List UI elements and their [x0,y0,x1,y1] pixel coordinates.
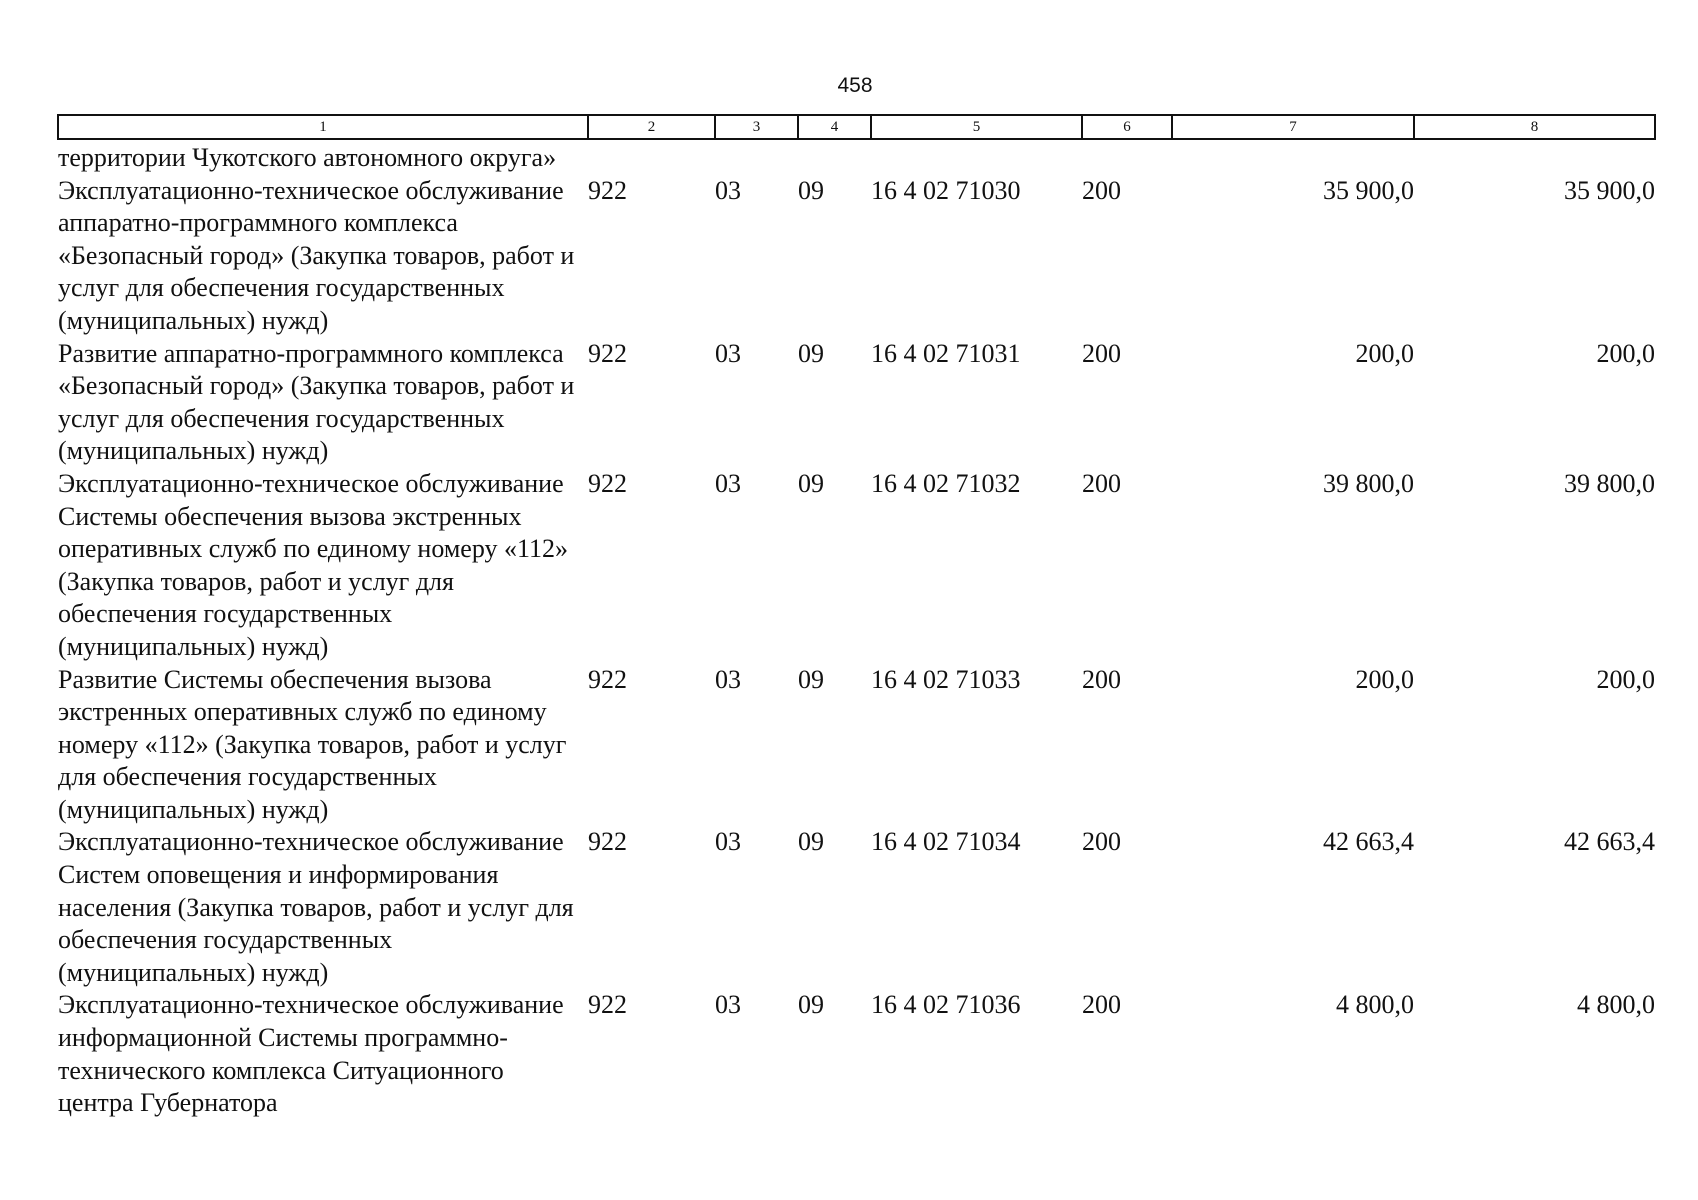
table-row [58,139,1655,175]
amount-col7: 200,0 [1355,664,1414,694]
subsection-code [798,139,871,175]
target-code: 16 4 02 71032 [871,468,1021,498]
row-description: территории Чукотского автономного округа» [58,143,557,172]
column-header: 7 [1172,115,1414,139]
subsection-code: 09 [798,990,824,1020]
expense-type-code: 200 [1082,664,1121,694]
row-description: Развитие аппаратно-программного комплекса «Безопасный город» (Закупка товаров, работ и услуг для обеспечения государственных (муниципальных) нужд) [58,338,575,466]
target-code: 16 4 02 71031 [871,338,1021,368]
subsection-code: 09 [798,338,824,368]
target-code [871,139,1082,175]
column-header: 8 [1414,115,1655,139]
table-row [58,338,1655,468]
table-row [58,664,1655,827]
ministry-code [588,139,715,175]
row-description: Развитие Системы обеспечения вызова экстренных оперативных служб по единому номеру «112» (Закупка товаров, работ и услуг для обеспечения государственных (муниципальных) нужд) [58,664,567,824]
amount-col8: 39 800,0 [1564,468,1655,498]
section-code: 03 [715,468,741,498]
column-header: 2 [588,115,715,139]
section-code: 03 [715,175,741,205]
target-code: 16 4 02 71034 [871,827,1021,857]
row-description: Эксплуатационно-техническое обслуживание Системы обеспечения вызова экстренных оперативных служб по единому номеру «112» (Закупка товаров, работ и услуг для обеспечения государственных (муниципальных) нужд) [58,468,569,661]
amount-col7: 200,0 [1355,338,1414,368]
row-description: Эксплуатационно-техническое обслуживание Систем оповещения и информирования населения (Закупка товаров, работ и услуг для обеспечения государственных (муниципальных) нужд) [58,827,574,987]
section-code: 03 [715,990,741,1020]
column-header: 5 [871,115,1082,139]
amount-col7: 35 900,0 [1323,175,1414,205]
expense-type-code [1082,139,1172,175]
amount-col7: 42 663,4 [1323,827,1414,857]
amount-col8: 35 900,0 [1564,175,1655,205]
table-row [58,175,1655,338]
row-description: Эксплуатационно-техническое обслуживание аппаратно-программного комплекса «Безопасный город» (Закупка товаров, работ и услуг для обеспечения государственных (муниципальных) нужд) [58,175,575,335]
table-row [58,826,1655,989]
ministry-code: 922 [588,175,627,205]
column-header: 1 [58,115,588,139]
amount-col8: 200,0 [1596,338,1655,368]
ministry-code: 922 [588,338,627,368]
expense-type-code: 200 [1082,990,1121,1020]
amount-col8 [1414,139,1655,175]
amount-col8: 200,0 [1596,664,1655,694]
section-code: 03 [715,664,741,694]
amount-col7: 39 800,0 [1323,468,1414,498]
column-header: 3 [715,115,798,139]
amount-col8: 42 663,4 [1564,827,1655,857]
row-description: Эксплуатационно-техническое обслуживание информационной Системы программно-технического комплекса Ситуационного центра Губернатора [58,990,564,1118]
section-code: 03 [715,338,741,368]
target-code: 16 4 02 71030 [871,175,1021,205]
amount-col8: 4 800,0 [1577,990,1655,1020]
target-code: 16 4 02 71033 [871,664,1021,694]
expense-type-code: 200 [1082,827,1121,857]
ministry-code: 922 [588,827,627,857]
table-row [58,468,1655,664]
column-header: 4 [798,115,871,139]
table-row [58,989,1655,1119]
section-code: 03 [715,827,741,857]
expense-type-code: 200 [1082,468,1121,498]
ministry-code: 922 [588,468,627,498]
expense-type-code: 200 [1082,338,1121,368]
ministry-code: 922 [588,990,627,1020]
amount-col7 [1172,139,1414,175]
target-code: 16 4 02 71036 [871,990,1021,1020]
column-header: 6 [1082,115,1172,139]
subsection-code: 09 [798,664,824,694]
subsection-code: 09 [798,175,824,205]
section-code [715,139,798,175]
header-row [58,115,1655,139]
expense-type-code: 200 [1082,175,1121,205]
budget-table [57,114,1656,1120]
ministry-code: 922 [588,664,627,694]
subsection-code: 09 [798,468,824,498]
page-number: 458 [837,74,873,97]
amount-col7: 4 800,0 [1336,990,1414,1020]
subsection-code: 09 [798,827,824,857]
